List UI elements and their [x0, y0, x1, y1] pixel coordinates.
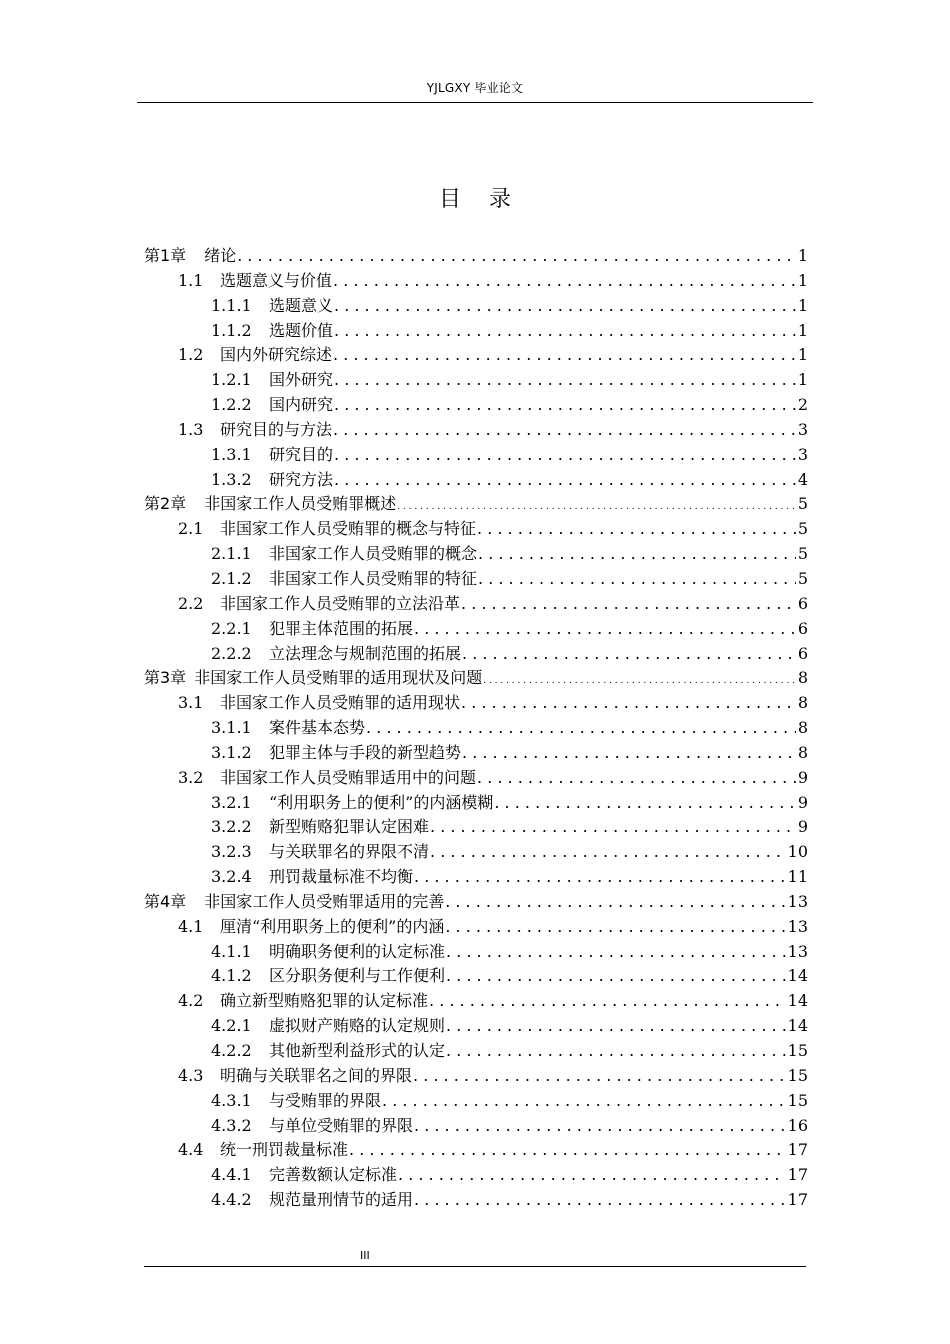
toc-entry-number: 1.1 — [178, 270, 204, 290]
toc-entry-number: 1.2 — [178, 345, 204, 365]
toc-entry-label: 刑罚裁量标准不均衡 — [269, 867, 414, 887]
toc-entry-page: 17 — [787, 1190, 808, 1210]
toc-entry-label: 明确与关联罪名之间的界限 — [220, 1065, 413, 1085]
toc-entry-page: 1 — [797, 246, 808, 265]
toc-entry-number: 4.4.2 — [211, 1190, 252, 1210]
toc-entry-page: 4 — [797, 469, 808, 489]
toc-dot-leader — [414, 1114, 786, 1139]
toc-entry[interactable] — [144, 890, 808, 915]
toc-entry-number: 3.2.3 — [211, 842, 252, 862]
toc-dot-leader — [397, 492, 796, 520]
toc-entry-page: 13 — [787, 916, 808, 936]
toc-entry[interactable] — [144, 592, 808, 617]
toc-entry[interactable] — [144, 269, 808, 294]
toc-entry[interactable] — [144, 1163, 808, 1188]
toc-entry-page: 5 — [797, 568, 808, 588]
toc-entry[interactable] — [144, 294, 808, 319]
toc-entry-page: 6 — [797, 593, 808, 613]
toc-entry-page: 9 — [797, 767, 808, 787]
toc-dot-leader — [414, 1188, 786, 1213]
toc-entry-label: 犯罪主体范围的拓展 — [269, 618, 414, 638]
toc-entry[interactable] — [144, 492, 808, 517]
toc-entry-label: 与受贿罪的界限 — [269, 1090, 382, 1110]
toc-entry-page: 3 — [797, 419, 808, 439]
toc-entry-label: 区分职务便利与工作便利 — [269, 966, 446, 986]
toc-entry-number: 第4章 — [144, 891, 187, 911]
toc-entry-number: 4.1 — [178, 916, 204, 936]
toc-entry-number: 3.2 — [178, 767, 204, 787]
toc-entry-number: 1.2.1 — [211, 370, 252, 390]
toc-entry-number: 2.1.1 — [211, 544, 252, 564]
toc-entry-number: 1.3 — [178, 419, 204, 439]
toc-entry-page: 8 — [797, 693, 808, 713]
footer-rule — [144, 1266, 806, 1267]
toc-entry-number: 3.1.2 — [211, 742, 252, 762]
toc-dot-leader — [414, 617, 796, 642]
toc-dot-leader — [429, 989, 786, 1014]
toc-dot-leader — [413, 1064, 786, 1089]
toc-dot-leader — [445, 915, 785, 940]
toc-entry[interactable] — [144, 815, 808, 840]
toc-dot-leader — [461, 592, 796, 617]
toc-entry-page: 1 — [797, 295, 808, 315]
toc-dot-leader — [334, 443, 796, 468]
toc-entry[interactable] — [144, 343, 808, 368]
toc-entry[interactable] — [144, 964, 808, 989]
toc-dot-leader — [366, 716, 796, 741]
toc-entry-page: 11 — [787, 867, 808, 887]
toc-entry-label: 与单位受贿罪的界限 — [269, 1115, 414, 1135]
toc-entry-number: 4.2.1 — [211, 1016, 252, 1036]
toc-entry[interactable] — [144, 840, 808, 865]
toc-entry[interactable] — [144, 716, 808, 741]
toc-entry-page: 8 — [797, 718, 808, 738]
toc-dot-leader — [414, 865, 786, 890]
toc-dot-leader — [334, 368, 796, 393]
toc-entry[interactable] — [144, 617, 808, 642]
toc-entry-number: 第3章 — [144, 668, 187, 688]
toc-entry-label: 非国家工作人员受贿罪概述 — [204, 494, 397, 514]
toc-entry-page: 14 — [787, 991, 808, 1011]
toc-entry-label: 非国家工作人员受贿罪的概念 — [269, 544, 478, 564]
toc-entry[interactable] — [144, 542, 808, 567]
toc-entry-page: 13 — [787, 891, 808, 911]
toc-entry-number: 4.4.1 — [211, 1165, 252, 1185]
toc-entry[interactable] — [144, 1138, 808, 1163]
toc-entry-label: 虚拟财产贿赂的认定规则 — [269, 1016, 446, 1036]
toc-entry-label: 案件基本态势 — [269, 718, 366, 738]
toc-entry-page: 9 — [797, 817, 808, 837]
toc-entry-label: 与关联罪名的界限不清 — [269, 842, 430, 862]
toc-entry-label: 完善数额认定标准 — [269, 1165, 398, 1185]
toc-entry-number: 4.3.2 — [211, 1115, 252, 1135]
toc-dot-leader — [334, 319, 796, 344]
toc-entry[interactable] — [144, 666, 808, 691]
toc-entry-label: 非国家工作人员受贿罪的立法沿革 — [220, 593, 461, 613]
toc-entry-number: 2.2 — [178, 593, 204, 613]
toc-entry[interactable] — [144, 1064, 808, 1089]
toc-entry-label: 非国家工作人员受贿罪的适用现状 — [220, 693, 461, 713]
toc-entry-label: 选题意义 — [269, 295, 334, 315]
toc-entry-label: 研究目的 — [269, 444, 334, 464]
toc-entry-page: 1 — [797, 345, 808, 365]
toc-entry[interactable] — [144, 1014, 808, 1039]
toc-entry-label: 厘清“利用职务上的便利”的内涵 — [220, 916, 445, 936]
toc-entry-label: 其他新型利益形式的认定 — [269, 1041, 446, 1060]
toc-entry-label: 规范量刑情节的适用 — [269, 1190, 414, 1210]
toc-entry[interactable] — [144, 741, 808, 766]
toc-entry-page: 6 — [797, 643, 808, 663]
toc-entry-page: 1 — [797, 370, 808, 390]
toc-entry-number: 4.1.2 — [211, 966, 252, 986]
toc-entry-label: 非国家工作人员受贿罪的适用现状及问题 — [194, 668, 483, 688]
toc-entry-page: 5 — [797, 494, 808, 514]
toc-entry[interactable] — [144, 989, 808, 1014]
toc-entry-label: 国内外研究综述 — [220, 345, 333, 365]
toc-entry-label: 研究目的与方法 — [220, 419, 333, 439]
toc-entry-label: 非国家工作人员受贿罪适用中的问题 — [220, 767, 477, 787]
toc-entry-label: 国外研究 — [269, 370, 334, 390]
toc-entry-label: 确立新型贿赂犯罪的认定标准 — [220, 991, 429, 1011]
toc-entry-page: 16 — [787, 1115, 808, 1135]
toc-entry-page: 5 — [797, 519, 808, 539]
toc-entry-number: 3.1 — [178, 693, 204, 713]
toc-dot-leader — [430, 815, 796, 840]
toc-entry-page: 14 — [787, 966, 808, 986]
toc-entry-label: 非国家工作人员受贿罪适用的完善 — [204, 891, 445, 911]
toc-dot-leader — [333, 418, 796, 443]
toc-entry-page: 15 — [787, 1090, 808, 1110]
toc-dot-leader — [349, 1138, 786, 1163]
toc-dot-leader — [430, 840, 786, 865]
toc-entry-number: 3.1.1 — [211, 718, 252, 738]
toc-entry[interactable] — [144, 1039, 808, 1064]
toc-entry[interactable] — [144, 567, 808, 592]
toc-entry-number: 3.2.4 — [211, 867, 252, 887]
toc-entry-number: 4.1.1 — [211, 941, 252, 961]
toc-entry-page: 9 — [797, 792, 808, 812]
toc-entry-label: 研究方法 — [269, 469, 334, 489]
toc-entry-number: 4.3 — [178, 1065, 204, 1085]
toc-dot-leader — [446, 940, 786, 965]
toc-entry-page: 1 — [797, 320, 808, 340]
toc-entry[interactable] — [144, 1188, 808, 1213]
toc-entry-label: 犯罪主体与手段的新型趋势 — [269, 742, 462, 762]
toc-entry-page: 1 — [797, 270, 808, 290]
toc-entry[interactable] — [144, 915, 808, 940]
toc-entry[interactable] — [144, 443, 808, 468]
toc-entry-page: 17 — [787, 1165, 808, 1185]
toc-title: 目录 — [438, 187, 539, 212]
toc-entry[interactable] — [144, 418, 808, 443]
toc-entry-page: 3 — [797, 444, 808, 464]
toc-entry-number: 4.2.2 — [211, 1041, 252, 1060]
toc-dot-leader — [334, 393, 796, 418]
toc-entry-page: 10 — [787, 842, 808, 862]
toc-entry-label: 统一刑罚裁量标准 — [220, 1140, 349, 1160]
toc-entry-number: 1.3.1 — [211, 444, 252, 464]
toc-entry-label: 选题价值 — [269, 320, 334, 340]
toc-entry-page: 8 — [797, 668, 808, 688]
toc-dot-leader — [334, 468, 796, 493]
toc-entry-number: 1.1.2 — [211, 320, 252, 340]
toc-dot-leader — [445, 890, 785, 915]
toc-entry-number: 2.1 — [178, 519, 204, 539]
toc-dot-leader — [333, 343, 796, 368]
toc-entry-label: 非国家工作人员受贿罪的特征 — [269, 568, 478, 588]
toc-entry-label: 绪论 — [204, 246, 237, 265]
toc-entry-number: 4.3.1 — [211, 1090, 252, 1110]
toc-entry-page: 15 — [787, 1041, 808, 1060]
toc-entry[interactable] — [144, 791, 808, 816]
toc-entry-number: 1.3.2 — [211, 469, 252, 489]
toc-entry[interactable] — [144, 393, 808, 418]
toc-entry-number: 4.2 — [178, 991, 204, 1011]
running-header: YJLGXY 毕业论文 — [426, 81, 524, 95]
toc-entry-page: 17 — [787, 1140, 808, 1160]
toc-dot-leader — [446, 1014, 786, 1039]
toc-entry-label: 选题意义与价值 — [220, 270, 333, 290]
toc-entry[interactable] — [144, 642, 808, 667]
toc-entry-number: 2.2.1 — [211, 618, 252, 638]
toc-dot-leader — [237, 244, 796, 269]
toc-dot-leader — [461, 691, 796, 716]
toc-dot-leader — [462, 741, 796, 766]
toc-entry[interactable] — [144, 1114, 808, 1139]
toc-entry-page: 13 — [787, 941, 808, 961]
toc-entry-page: 6 — [797, 618, 808, 638]
toc-entry-page: 5 — [797, 544, 808, 564]
toc-entry-number: 1.2.2 — [211, 395, 252, 415]
toc-entry-page: 2 — [797, 395, 808, 415]
toc-entry-number: 3.2.2 — [211, 817, 252, 837]
toc-dot-leader — [478, 542, 796, 567]
toc-dot-leader — [462, 642, 796, 667]
toc-dot-leader — [334, 294, 796, 319]
toc-entry[interactable] — [144, 517, 808, 542]
page-number: III — [360, 1249, 370, 1262]
toc-dot-leader — [483, 666, 796, 694]
toc-entry-label: “利用职务上的便利”的内涵模糊 — [269, 792, 494, 812]
toc-dot-leader — [398, 1163, 786, 1188]
toc-entry[interactable] — [144, 244, 808, 269]
toc-entry-number: 2.1.2 — [211, 568, 252, 588]
toc-entry-label: 立法理念与规制范围的拓展 — [269, 643, 462, 663]
toc-entry-page: 15 — [787, 1065, 808, 1085]
toc-dot-leader — [446, 1039, 786, 1064]
toc-entry-label: 新型贿赂犯罪认定困难 — [269, 817, 430, 837]
toc-entry-number: 4.4 — [178, 1140, 204, 1160]
toc-entry-label: 国内研究 — [269, 395, 334, 415]
toc-dot-leader — [446, 964, 786, 989]
toc-entry-page: 8 — [797, 742, 808, 762]
toc-entry-number: 第1章 — [144, 246, 187, 265]
table-of-contents — [144, 244, 808, 1213]
toc-entry[interactable] — [144, 468, 808, 493]
toc-entry[interactable] — [144, 865, 808, 890]
toc-entry-number: 2.2.2 — [211, 643, 252, 663]
toc-entry-label: 明确职务便利的认定标准 — [269, 941, 446, 961]
toc-dot-leader — [477, 766, 796, 791]
toc-entry[interactable] — [144, 691, 808, 716]
toc-dot-leader — [494, 791, 795, 816]
toc-dot-leader — [477, 517, 796, 542]
toc-dot-leader — [478, 567, 796, 592]
toc-entry-page: 14 — [787, 1016, 808, 1036]
toc-dot-leader — [382, 1089, 786, 1114]
toc-entry-number: 3.2.1 — [211, 792, 252, 812]
header-rule — [137, 102, 813, 103]
toc-entry[interactable] — [144, 1089, 808, 1114]
toc-entry-label: 非国家工作人员受贿罪的概念与特征 — [220, 519, 477, 539]
toc-entry[interactable] — [144, 766, 808, 791]
toc-entry-number: 第2章 — [144, 494, 187, 514]
toc-entry[interactable] — [144, 940, 808, 965]
toc-entry[interactable] — [144, 368, 808, 393]
toc-entry-number: 1.1.1 — [211, 295, 252, 315]
toc-dot-leader — [333, 269, 796, 294]
toc-entry[interactable] — [144, 319, 808, 344]
